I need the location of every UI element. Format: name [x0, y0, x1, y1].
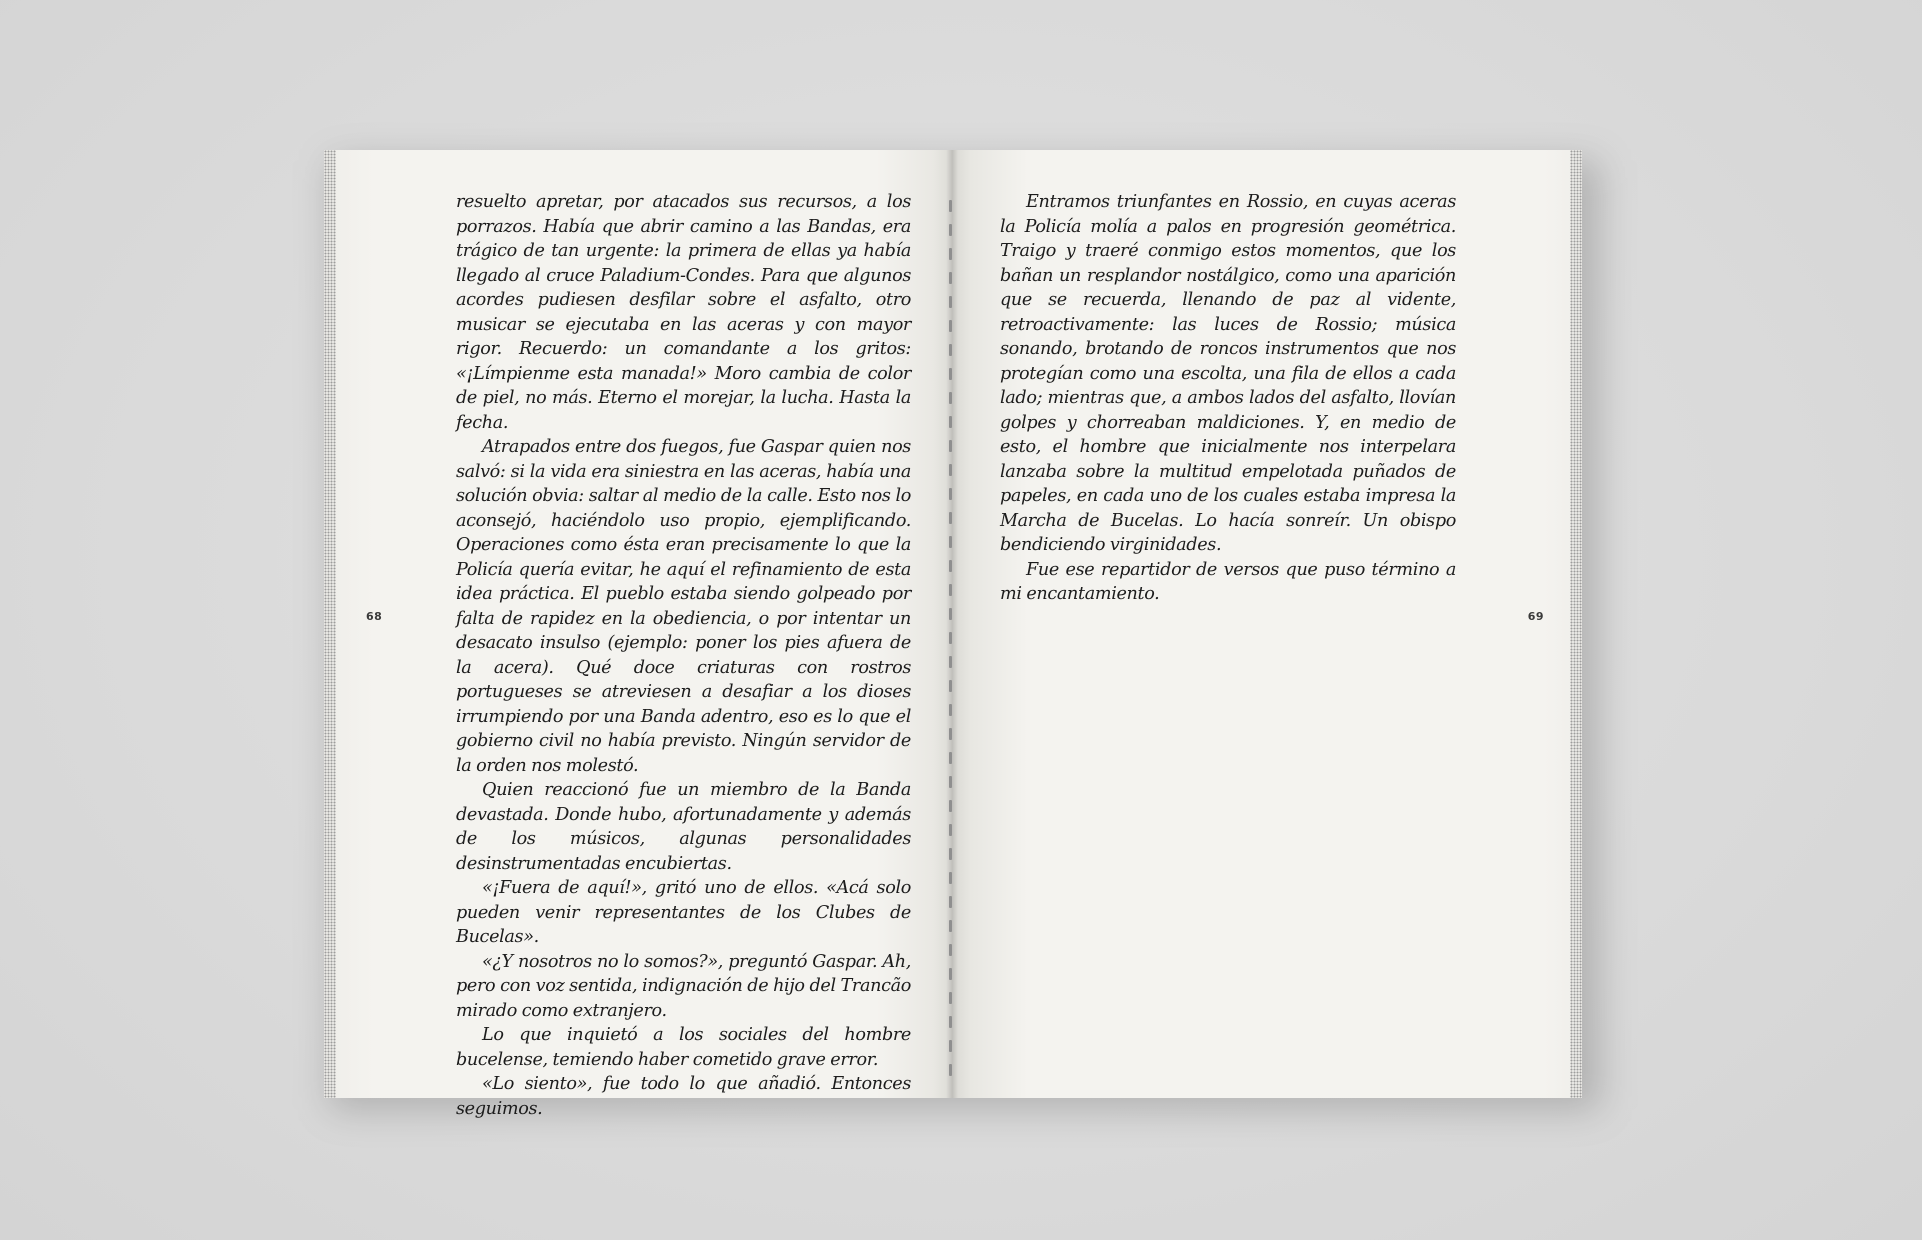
binding-stitch — [949, 248, 952, 260]
page-number-right: 69 — [1527, 610, 1544, 623]
binding-stitch — [949, 224, 952, 236]
paragraph: Quien reaccionó fue un miembro de la Banda devastada. Donde hubo, afortunadamente y además de los músicos, algunas personalidades desinstrumentadas encubiertas. — [456, 780, 911, 874]
left-page — [324, 150, 952, 1119]
paragraph: Lo que inquietó a los sociales del hombre bucelense, temiendo haber cometido grave error. — [456, 1025, 911, 1070]
right-page-text — [1000, 190, 1456, 607]
binding-stitch — [949, 680, 952, 692]
binding-stitch — [949, 200, 952, 212]
paragraph: «¡Fuera de aquí!», gritó uno de ellos. «Acá solo pueden venir representantes de los Clubes de Bucelas». — [456, 878, 911, 947]
binding-stitch — [949, 272, 952, 284]
binding-stitch — [949, 536, 952, 548]
binding-stitch — [949, 392, 952, 404]
binding-stitch — [949, 992, 952, 1004]
binding-stitch — [949, 848, 952, 860]
right-page — [952, 150, 1582, 1098]
binding-stitch — [949, 512, 952, 524]
binding-stitch — [949, 344, 952, 356]
binding-stitch — [949, 1040, 952, 1052]
binding-stitch — [949, 320, 952, 332]
binding-stitch — [949, 560, 952, 572]
binding-stitch — [949, 488, 952, 500]
binding-stitch — [949, 800, 952, 812]
binding-stitch — [949, 464, 952, 476]
paragraph: «¿Y nosotros no lo somos?», preguntó Gaspar. Ah, pero con voz sentida, indignación de hijo del Trancão mirado como extranjero. — [456, 951, 911, 1021]
paragraph: Fue ese repartidor de versos que puso término a mi encantamiento. — [1000, 559, 1456, 604]
book-gutter — [946, 150, 958, 1098]
binding-stitch — [949, 944, 952, 956]
binding-stitch — [949, 896, 952, 908]
paragraph: Entramos triunfantes en Rossio, en cuyas aceras la Policía molía a palos en progresión geométrica. Traigo y traeré conmigo estos momentos, que los bañan un resplandor nostálgico, como una aparición que se recuerda, llenando de paz al vidente, retroactivamente: las luces de Rossio; música sonando, brotando de roncos instrumentos que nos protegían como una escolta, una fila de ellos a cada lado; mientras que, a ambos lados del asfalto, llovían golpes y chorreaban maldiciones. Y, en medio de esto, el hombre que inicialmente nos interpelara lanzaba sobre la multitud empelotada puñados de papeles, en cada uno de los cuales estaba impresa la Marcha de Bucelas. Lo hacía sonreír. Un obispo bendiciendo virginidades. — [1000, 192, 1456, 555]
binding-stitch — [949, 968, 952, 980]
binding-stitch — [949, 656, 952, 668]
binding-stitch — [949, 368, 952, 380]
paragraph: resuelto apretar, por atacados sus recursos, a los porrazos. Había que abrir camino a las Bandas, era trágico de tan urgente: la primera de ellas ya había llegado al cruce Paladium-Condes. Para que algunos acordes pudiesen desfilar sobre el asfalto, otro musicar se ejecutaba en las aceras y con mayor rigor. Recuerdo: un comandante a los gritos: «¡Límpienme esta manada!» Moro cambia de color de piel, no más. Eterno el morejar, la lucha. Hasta la fecha. — [456, 192, 911, 433]
binding-stitch — [949, 872, 952, 884]
binding-stitch — [949, 608, 952, 620]
paragraph: Atrapados entre dos fuegos, fue Gaspar quien nos salvó: si la vida era siniestra en las aceras, había una solución obvia: saltar al medio de la calle. Esto nos lo aconsejó, haciéndolo uso propio, ejemplificando. Operaciones como ésta eran precisamente lo que la Policía quería evitar, he aquí el refinamiento de esta idea práctica. El pueblo estaba siendo golpeado por falta de rapidez en la obediencia, o por intentar un desacato insulso (ejemplo: poner los pies afuera de la acera). Qué doce criaturas con rostros portugueses se atreviesen a desafiar a los dioses irrumpiendo por una Banda adentro, eso es lo que el gobierno civil no había previsto. Ningún servidor de la orden nos molestó. — [456, 437, 911, 776]
binding-stitch — [949, 824, 952, 836]
binding-stitch — [949, 752, 952, 764]
binding-stitch — [949, 584, 952, 596]
binding-stitch — [949, 440, 952, 452]
page-number-left: 68 — [366, 610, 383, 623]
binding-stitch — [949, 728, 952, 740]
binding-stitch — [949, 632, 952, 644]
left-page-text — [456, 190, 911, 1121]
page-edge-texture — [1570, 150, 1582, 1098]
page-edge-texture — [324, 150, 336, 1098]
binding-stitch — [949, 704, 952, 716]
binding-stitch — [949, 1016, 952, 1028]
binding-stitch — [949, 920, 952, 932]
binding-stitch — [949, 776, 952, 788]
binding-stitch — [949, 1064, 952, 1076]
paragraph: «Lo siento», fue todo lo que añadió. Entonces seguimos. — [456, 1074, 911, 1119]
binding-stitch — [949, 416, 952, 428]
binding-stitch — [949, 296, 952, 308]
